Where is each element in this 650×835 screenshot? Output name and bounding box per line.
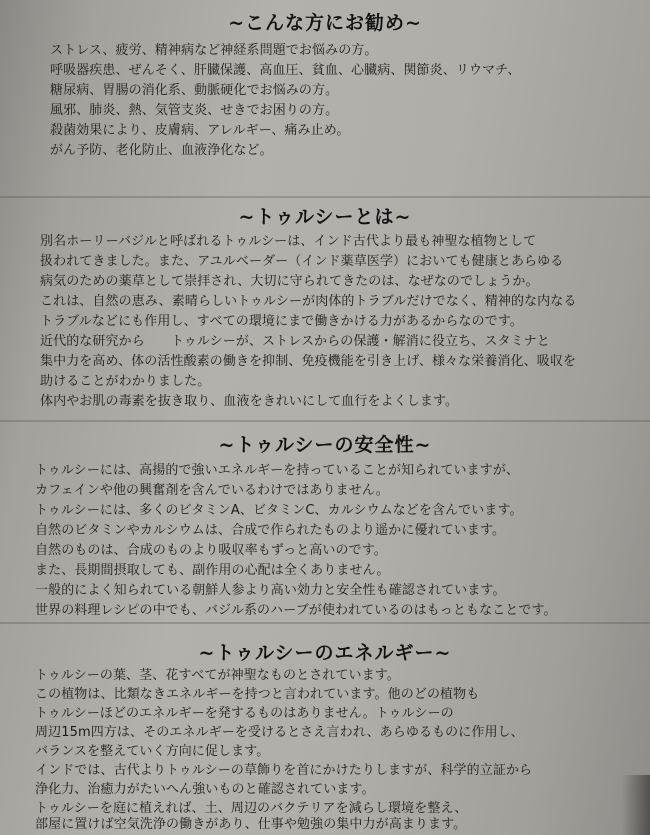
text-line: 呼吸器疾患、ぜんそく、肝臓保護、高血圧、貧血、心臓病、関節炎、リウマチ、	[50, 63, 521, 78]
text-line: 近代的な研究から トゥルシーが、ストレスからの保護・解消に役立ち、スタミナと	[40, 334, 550, 349]
text-line: ストレス、疲労、精神病など神経系問題でお悩みの方。	[50, 43, 378, 58]
text-line: トゥルシーの葉、茎、花すべてが神聖なものとされています。	[35, 668, 400, 683]
text-line: 殺菌効果により、皮膚病、アレルギー、痛み止め。	[50, 123, 350, 138]
text-line: 助けることがわかりました。	[40, 374, 211, 389]
text-line: カフェインや他の興奮剤を含んでいるわけではありません。	[35, 483, 389, 498]
text-line: 周辺15m四方は、そのエネルギーを受けるとさえ言われ、あらゆるものに作用し、	[35, 725, 524, 740]
text-line: トゥルシーを庭に植えれば、土、周辺のバクテリアを減らし環境を整え、	[35, 801, 468, 816]
text-line: 部屋に置けば空気洗浄の働きがあり、仕事や勉強の集中力が高まります。	[35, 817, 467, 832]
text-line: トゥルシーほどのエネルギーを発するものはありません。トゥルシーの	[35, 706, 454, 721]
text-line: 別名ホーリーバジルと呼ばれるトゥルシーは、インド古代より最も神聖な植物として	[40, 234, 537, 249]
section-title: ~トゥルシーのエネルギー~	[198, 642, 452, 664]
paper-crease	[0, 622, 650, 624]
text-line: 扱われてきました。また、アユルベーダー（インド薬草医学）においても健康とあらゆる	[40, 254, 564, 269]
photo-shadow	[622, 775, 650, 835]
text-line: インドでは、古代よりトゥルシーの草飾りを首にかけたりしますが、科学的立証から	[35, 763, 533, 778]
text-line: トゥルシーには、高揚的で強いエネルギーを持っていることが知られていますが、	[35, 463, 520, 478]
text-line: 集中力を高め、体の活性酸素の働きを抑制、免疫機能を引き上げ、様々な栄養消化、吸収を	[40, 354, 577, 369]
text-line: 風邪、肺炎、熱、気管支炎、せきでお困りの方。	[50, 103, 339, 118]
section-title: ~トゥルシーの安全性~	[218, 434, 432, 456]
text-line: 一般的によく知られている朝鮮人参より高い効力と安全性も確認されています。	[35, 583, 506, 598]
text-line: トラブルなどにも作用し、すべての環境にまで働きかける力があるからなのです。	[40, 314, 523, 329]
text-line: 糖尿病、胃腸の消化系、動脈硬化でお悩みの方。	[50, 83, 339, 98]
text-line: 体内やお肌の毒素を抜き取り、血液をきれいにして血行をよくします。	[40, 394, 459, 409]
text-line: 浄化力、治癒力がたいへん強いものと確認されています。	[35, 782, 375, 797]
paper-crease	[0, 196, 650, 198]
section-title: ~こんな方にお勧め~	[228, 12, 422, 34]
text-line: 自然のビタミンやカルシウムは、合成で作られたものより遥かに優れています。	[35, 523, 506, 538]
section-title: ~トゥルシーとは~	[238, 206, 412, 228]
text-line: がん予防、老化防止、血液浄化など。	[50, 143, 273, 158]
paper-crease	[0, 420, 650, 422]
text-line: 病気のための薬草として崇拝され、大切に守られてきたのは、なぜなのでしょうか。	[40, 274, 539, 289]
text-line: この植物は、比類なきエネルギーを持つと言われています。他のどの植物も	[35, 687, 480, 702]
text-line: これは、自然の恵み、素晴らしいトゥルシーが肉体的トラブルだけでなく、精神的な内なる	[40, 294, 577, 309]
text-line: 自然のものは、合成のものより吸収率もずっと高いのです。	[35, 543, 387, 558]
text-line: トゥルシーには、多くのビタミンA、ビタミンC、カルシウムなどを含んでいます。	[35, 503, 523, 518]
text-line: また、長期間摂取しても、副作用の心配は全くありません。	[35, 563, 390, 578]
text-line: バランスを整えていく方向に促します。	[35, 744, 270, 759]
text-line: 世界の料理レシピの中でも、バジル系のハーブが使われているのはもっともなことです。	[35, 603, 557, 618]
